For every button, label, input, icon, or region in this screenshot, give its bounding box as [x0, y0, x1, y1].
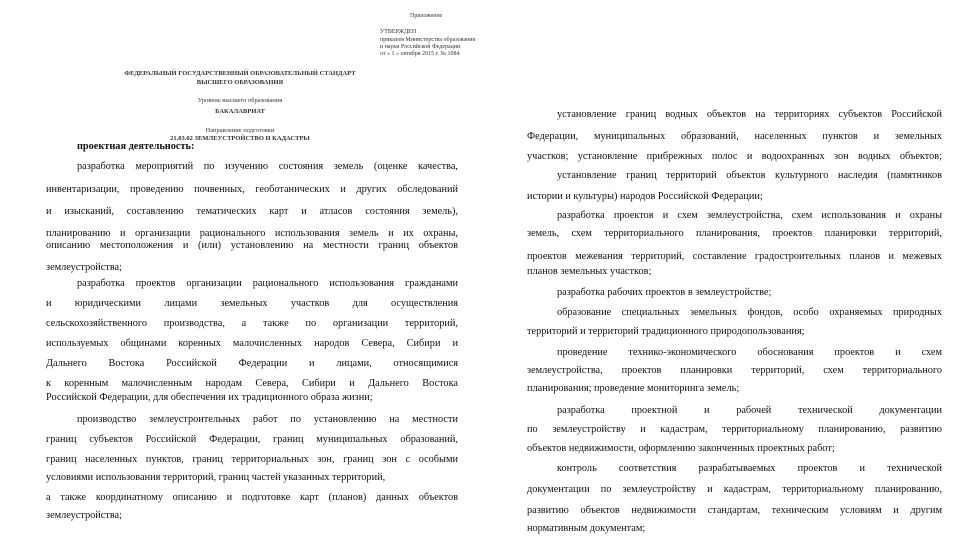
text-line: земель, схем территориального планирования, проектов планировки территорий, [527, 228, 942, 239]
text-line: разработка проектов и схем землеустройства, схем использования и охраны [557, 210, 942, 221]
text-line: инвентаризации, проведению почвенных, геоботанических и других обследований [46, 184, 458, 195]
text-line: нормативным документам; [527, 523, 646, 534]
text-line: развитию объектов недвижимости стандартам, техническим условиям и другим [527, 505, 942, 516]
text-line: разработка рабочих проектов в землеустройстве; [557, 287, 772, 298]
text-line: образование специальных земельных фондов, особо охраняемых природных [557, 307, 942, 318]
text-line: сельскохозяйственного производства, а также по организации территорий, [46, 318, 458, 329]
text-line: Федерации, муниципальных образований, населенных пунктов и земельных [527, 131, 942, 142]
text-line: контроль соответствия разрабатываемых проектов и технической [557, 463, 942, 474]
text-line: установление границ территорий объектов культурного наследия (памятников [557, 170, 942, 181]
standard-title-line-2: ВЫСШЕГО ОБРАЗОВАНИЯ [196, 79, 284, 86]
text-line: планированию и организации рационального использования земель и их охраны, [46, 228, 458, 239]
text-line: границ субъектов Российской Федерации, границ муниципальных образований, [46, 434, 458, 445]
approved-line-1: приказом Министерства образования [380, 37, 476, 43]
text-line: и юридическими лицами земельных участков для осуществления [46, 298, 458, 309]
text-line: планирования; проведение мониторинга земель; [527, 383, 740, 394]
direction-caption: Направление подготовки [205, 127, 275, 134]
level-value: БАКАЛАВРИАТ [215, 108, 265, 115]
text-line: разработка проектной и рабочей технической документации [557, 405, 942, 416]
text-line: документации по землеустройству и кадастрам, территориальному планированию, [527, 484, 942, 495]
text-line: и изысканий, составлению тематических карт и атласов состояния земель), [46, 206, 458, 217]
text-line: используемых общинами коренных малочисленных народов Севера, Сибири и [46, 338, 458, 349]
text-line: условиями использования территорий, границ частей указанных территорий, [46, 472, 386, 483]
text-line: описанию местоположения и (или) установлению на местности границ объектов [46, 240, 458, 251]
text-line: установление границ водных объектов на территориях субъектов Российской [557, 109, 942, 120]
text-line: участков; установление прибрежных полос и водоохранных зон водных объектов; [527, 151, 942, 162]
approved-line-3: от « 1 » октября 2015 г. № 1084 [380, 51, 460, 57]
text-line: а также координатному описанию и подготовке карт (планов) данных объектов [46, 492, 458, 503]
level-caption: Уровень высшего образования [197, 97, 283, 104]
text-line: Российской Федерации, для обеспечения их традиционного образа жизни; [46, 392, 373, 403]
text-line: землеустройства; [46, 262, 122, 273]
text-line: разработка мероприятий по изучению состояния земель (оценке качества, [77, 161, 458, 172]
text-line: планов земельных участков; [527, 266, 652, 277]
text-line: производство землеустроительных работ по установлению на местности [77, 414, 458, 425]
text-line: по землеустройству и кадастрам, территориальному планированию, развитию [527, 424, 942, 435]
standard-title-line-1: ФЕДЕРАЛЬНЫЙ ГОСУДАРСТВЕННЫЙ ОБРАЗОВАТЕЛЬНЫЙ СТАНДАРТ [124, 70, 356, 77]
approved-line-2: и науки Российской Федерации [380, 44, 461, 50]
text-line: проведение технико-экономического обоснования проектов и схем [557, 347, 942, 358]
text-line: объектов недвижимости, оформлению законченных проектных работ; [527, 443, 835, 454]
text-line: границ населенных пунктов, границ территориальных зон, границ зон с особыми [46, 454, 458, 465]
approved-label: УТВЕРЖДЕН [380, 29, 417, 35]
text-line: истории и культуры) народов Российской Федерации; [527, 191, 763, 202]
text-line: землеустройства; [46, 510, 122, 521]
appendix-label: Приложение [410, 13, 443, 19]
text-line: к коренным малочисленным народам Севера, Сибири и Дальнего Востока [46, 378, 458, 389]
text-line: разработка проектов организации рационального использования гражданами [77, 278, 458, 289]
text-line: проектов межевания территорий, составление градостроительных планов и межевых [527, 251, 942, 262]
text-line: Дальнего Востока Российской Федерации и лицами, относящимися [46, 358, 458, 369]
text-line: землеустройства, проектов планировки территорий, схем территориального [527, 365, 942, 376]
direction-value: 21.03.02 ЗЕМЛЕУСТРОЙСТВО И КАДАСТРЫ [170, 135, 310, 142]
text-line: территорий и территорий традиционного природопользования; [527, 326, 805, 337]
section-heading: проектная деятельность: [77, 141, 195, 152]
